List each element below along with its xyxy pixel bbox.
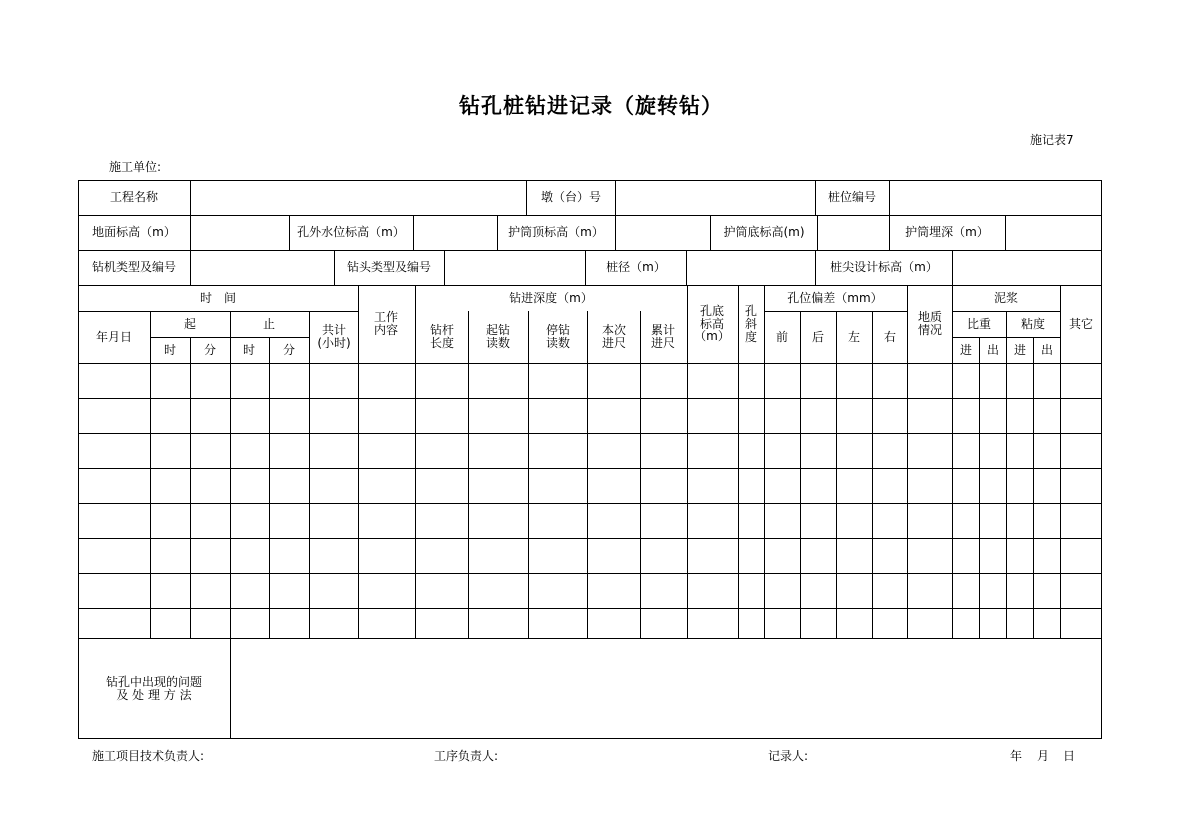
casing-top-elev-label: 护筒顶标高（m） (508, 225, 604, 239)
tilt-line3: 度 (744, 330, 758, 344)
date-day: 日 (1063, 749, 1076, 763)
start-reading-line1: 起钻 (485, 323, 511, 337)
geology-line1: 地质 (917, 310, 943, 324)
start-minute-header: 分 (203, 343, 217, 357)
mud-header: 泥浆 (993, 291, 1019, 305)
stop-hour-header: 时 (242, 343, 256, 357)
date-header: 年月日 (95, 330, 133, 344)
time-header: 时 间 (199, 291, 237, 305)
deviation-left: 左 (847, 330, 861, 344)
table-grid (78, 180, 1102, 739)
total-unit-header: (小时) (317, 336, 351, 350)
pier-no-label: 墩（台）号 (540, 190, 602, 204)
problems-label-line1: 钻孔中出现的问题 (105, 675, 203, 689)
bit-type-label: 钻头类型及编号 (346, 260, 432, 274)
stop-reading-line1: 停钻 (545, 323, 571, 337)
start-hour-header: 时 (163, 343, 177, 357)
density-header: 比重 (966, 317, 992, 331)
start-reading-line2: 读数 (485, 336, 511, 350)
tilt-line1: 孔 (744, 304, 758, 318)
start-header: 起 (183, 317, 197, 331)
project-name-label: 工程名称 (109, 190, 159, 204)
bottom-elev-line3: （m） (694, 329, 730, 343)
drill-depth-header: 钻进深度（m） (509, 291, 593, 305)
outer-water-elev-label: 孔外水位标高（m） (297, 225, 405, 239)
process-lead-label: 工序负责人: (434, 749, 499, 763)
pile-diameter-label: 桩径（m） (606, 260, 666, 274)
pile-no-label: 桩位编号 (827, 190, 877, 204)
tech-lead-label: 施工项目技术负责人: (92, 749, 205, 763)
casing-bottom-elev-label: 护筒底标高(m) (723, 225, 805, 239)
recorder-label: 记录人: (768, 749, 809, 763)
tilt-line2: 斜 (744, 317, 758, 331)
other-header: 其它 (1068, 317, 1094, 331)
density-in: 进 (959, 343, 973, 357)
geology-line2: 情况 (917, 323, 943, 337)
rig-type-label: 钻机类型及编号 (91, 260, 177, 274)
density-out: 出 (986, 343, 1000, 357)
deviation-back: 后 (811, 330, 825, 344)
bottom-elev-line2: 标高 (699, 317, 725, 331)
viscosity-in: 进 (1013, 343, 1027, 357)
cum-footage-line1: 累计 (650, 323, 676, 337)
date-month: 月 (1037, 749, 1050, 763)
problems-label-line2: 及 处 理 方 法 (116, 688, 192, 702)
record-table (78, 180, 1102, 739)
deviation-header: 孔位偏差（mm） (787, 291, 883, 305)
rod-length-line2: 长度 (429, 336, 455, 350)
work-header-line2: 内容 (373, 323, 399, 337)
stop-header: 止 (262, 317, 276, 331)
construction-unit-label: 施工单位: (109, 160, 162, 174)
stop-minute-header: 分 (282, 343, 296, 357)
bottom-elev-line1: 孔底 (699, 304, 725, 318)
deviation-right: 右 (883, 330, 897, 344)
page-title: 钻孔桩钻进记录（旋转钻） (459, 94, 723, 118)
ground-elev-label: 地面标高（m） (92, 225, 176, 239)
rod-length-line1: 钻杆 (429, 323, 455, 337)
tip-design-elev-label: 桩尖设计标高（m） (830, 260, 938, 274)
this-footage-line1: 本次 (601, 323, 627, 337)
viscosity-header: 粘度 (1020, 317, 1046, 331)
work-header-line1: 工作 (373, 310, 399, 324)
this-footage-line2: 进尺 (601, 336, 627, 350)
date-year: 年 (1010, 749, 1023, 763)
cum-footage-line2: 进尺 (650, 336, 676, 350)
viscosity-out: 出 (1040, 343, 1054, 357)
stop-reading-line2: 读数 (545, 336, 571, 350)
casing-depth-label: 护筒埋深（m） (905, 225, 989, 239)
total-header: 共计 (321, 323, 347, 337)
form-number: 施记表7 (1030, 133, 1074, 147)
deviation-front: 前 (775, 330, 789, 344)
